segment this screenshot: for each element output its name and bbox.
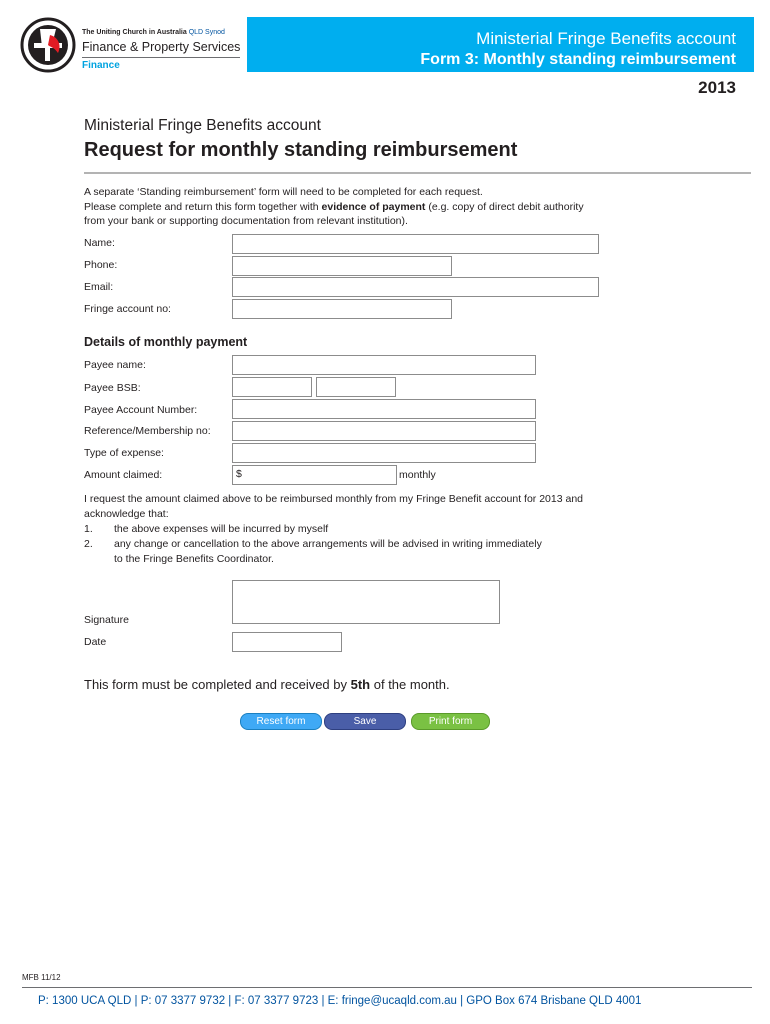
form-year: 2013 — [698, 78, 736, 97]
payment-section-heading: Details of monthly payment — [84, 335, 248, 349]
deadline-notice: This form must be completed and received by 5th of the month. — [84, 677, 450, 692]
expense-type-field[interactable] — [232, 443, 536, 463]
ack-item-2-cont — [84, 552, 744, 567]
signature-field[interactable] — [232, 580, 500, 624]
expense-type-label: Type of expense: — [84, 447, 164, 459]
ack-line-2: acknowledge that: — [84, 508, 169, 520]
fringe-account-field[interactable] — [232, 299, 452, 319]
acknowledgement-text — [84, 492, 744, 567]
reference-label: Reference/Membership no: — [84, 425, 211, 437]
church-name: The Uniting Church in Australia QLD Synod — [82, 29, 225, 36]
amount-label: Amount claimed: — [84, 469, 163, 481]
phone-field[interactable] — [232, 256, 452, 276]
phone-label: Phone: — [84, 259, 118, 271]
header-divider — [82, 57, 240, 58]
intro-text — [84, 185, 744, 229]
payee-account-field[interactable] — [232, 399, 536, 419]
reset-form-button[interactable]: Reset form — [240, 713, 322, 730]
department-sub: Finance — [82, 60, 120, 71]
reference-field[interactable] — [232, 421, 536, 441]
ack-item-number: 1. — [84, 523, 93, 535]
payee-name-label: Payee name: — [84, 359, 146, 371]
intro-line-1: A separate ‘Standing reimbursement’ form will need to be completed for each request. — [84, 186, 483, 198]
page-subtitle: Ministerial Fringe Benefits account — [84, 117, 321, 134]
banner-title: Ministerial Fringe Benefits account — [476, 29, 736, 48]
ack-item-number: 2. — [84, 538, 93, 550]
ack-item-2 — [84, 537, 744, 552]
department-name: Finance & Property Services — [82, 40, 241, 54]
payee-account-label: Payee Account Number: — [84, 404, 198, 416]
amount-suffix: monthly — [399, 469, 436, 481]
date-field[interactable] — [232, 632, 342, 652]
payee-bsb-field-1[interactable] — [232, 377, 312, 397]
banner-form-number: Form 3: Monthly standing reimbursement — [420, 51, 736, 68]
save-button[interactable]: Save — [324, 713, 406, 730]
ack-item-text-cont: to the Fringe Benefits Coordinator. — [114, 553, 274, 565]
currency-symbol: $ — [236, 468, 242, 480]
name-field[interactable] — [232, 234, 599, 254]
ack-item-text: the above expenses will be incurred by myself — [114, 523, 329, 535]
form-code: MFB 11/12 — [22, 973, 61, 982]
payee-name-field[interactable] — [232, 355, 536, 375]
footer-contact: P: 1300 UCA QLD | P: 07 3377 9732 | F: 07 3377 9723 | E: fringe@ucaqld.com.au | GPO Box 674 Brisbane QLD 4001 — [38, 995, 642, 1007]
ack-line-1: I request the amount claimed above to be reimbursed monthly from my Fringe Benefit account for 2013 and — [84, 493, 584, 505]
print-form-button[interactable]: Print form — [411, 713, 490, 730]
date-label: Date — [84, 636, 107, 648]
signature-label: Signature — [84, 614, 129, 626]
footer-divider — [22, 987, 752, 988]
email-field[interactable] — [232, 277, 599, 297]
name-label: Name: — [84, 237, 115, 249]
email-label: Email: — [84, 281, 114, 293]
payee-bsb-field-2[interactable] — [316, 377, 396, 397]
intro-line-3: from your bank or supporting documentation from relevant institution). — [84, 215, 408, 227]
amount-field[interactable] — [232, 465, 397, 485]
ack-item-1 — [84, 522, 744, 537]
uniting-church-logo — [20, 17, 76, 73]
ack-item-text: any change or cancellation to the above arrangements will be advised in writing immediately — [114, 538, 542, 550]
title-divider — [84, 172, 751, 174]
intro-line-2: Please complete and return this form together with evidence of payment (e.g. copy of direct debit authority — [84, 200, 584, 213]
fringe-account-label: Fringe account no: — [84, 303, 171, 315]
page-title: Request for monthly standing reimbursement — [84, 139, 518, 161]
payee-bsb-label: Payee BSB: — [84, 382, 141, 394]
